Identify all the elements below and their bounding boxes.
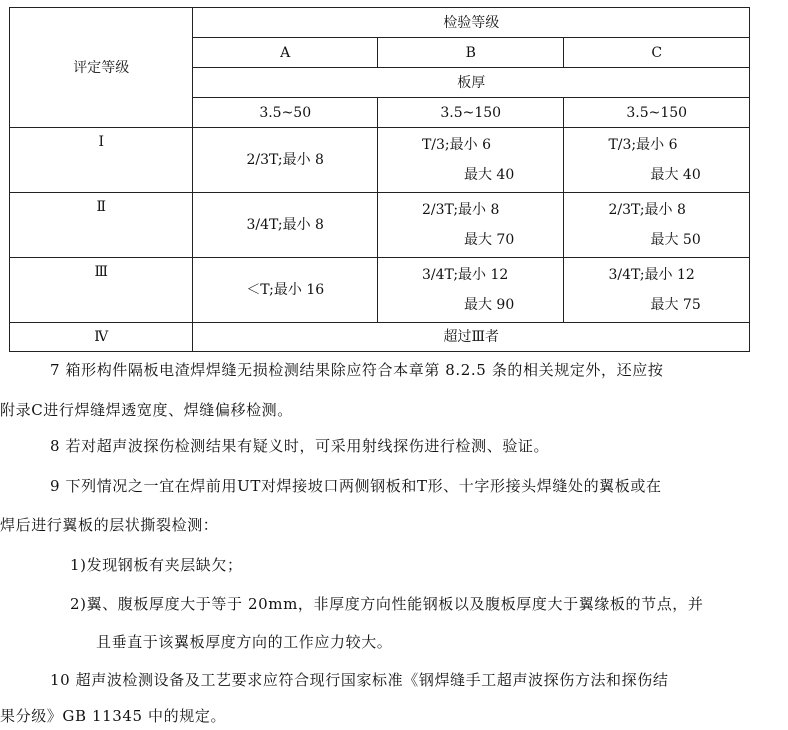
value-b-line1: 3/4T;最小 12 bbox=[421, 267, 509, 283]
value-b bbox=[377, 128, 564, 193]
paragraph-9-line2: 焊后进行翼板的层状撕裂检测： bbox=[0, 516, 219, 534]
list-item-2-line1: 2)翼、腹板厚度大于等于 20mm，非厚度方向性能钢板以及腹板厚度大于翼缘板的节点，并 bbox=[70, 595, 704, 613]
grade-column-header: 评定等级 bbox=[10, 8, 193, 128]
thickness-range-c: 3.5~150 bbox=[564, 98, 750, 128]
value-b bbox=[377, 193, 564, 258]
thickness-label: 板厚 bbox=[193, 68, 750, 98]
exceeds-text: 超过Ⅲ者 bbox=[193, 323, 750, 352]
value-c-line1: T/3;最小 6 bbox=[608, 137, 678, 153]
paragraph-7-line2: 附录C进行焊缝焊透宽度、焊缝偏移检测。 bbox=[0, 401, 293, 419]
value-c bbox=[564, 258, 750, 323]
grade-cell: Ⅲ bbox=[10, 258, 193, 323]
value-b-line2: 最大 90 bbox=[463, 297, 515, 313]
list-item-2-line2: 且垂直于该翼板厚度方向的工作应力较大。 bbox=[96, 633, 393, 651]
value-c-line2: 最大 40 bbox=[650, 167, 701, 183]
paragraph-10-line2: 果分级》GB 11345 中的规定。 bbox=[0, 707, 227, 725]
value-a: ＜T;最小 16 bbox=[193, 258, 377, 323]
table-row bbox=[10, 193, 750, 258]
grade-cell: Ⅱ bbox=[10, 193, 193, 258]
thickness-range-b: 3.5~150 bbox=[377, 98, 564, 128]
table-row bbox=[10, 128, 750, 193]
inspection-level-header: 检验等级 bbox=[193, 8, 750, 38]
value-b-line2: 最大 70 bbox=[463, 232, 515, 248]
grade-cell: Ⅳ bbox=[10, 323, 193, 352]
value-b bbox=[377, 258, 564, 323]
paragraph-10-line1: 10 超声波检测设备及工艺要求应符合现行国家标准《钢焊缝手工超声波探伤方法和探伤结 bbox=[50, 671, 669, 689]
grading-table bbox=[9, 7, 750, 352]
paragraph-9-line1: 9 下列情况之一宜在焊前用UT对焊接坡口两侧钢板和T形、十字形接头焊缝处的翼板或在 bbox=[50, 477, 662, 495]
level-b: B bbox=[377, 38, 564, 68]
value-c-line1: 2/3T;最小 8 bbox=[608, 202, 686, 218]
value-c-line2: 最大 75 bbox=[650, 297, 701, 313]
paragraph-8: 8 若对超声波探伤检测结果有疑义时，可采用射线探伤进行检测、验证。 bbox=[50, 437, 550, 455]
table-header-row bbox=[10, 8, 750, 38]
value-c bbox=[564, 128, 750, 193]
value-b-line1: T/3;最小 6 bbox=[421, 137, 492, 153]
value-b-line1: 2/3T;最小 8 bbox=[421, 202, 500, 218]
value-c-line2: 最大 50 bbox=[650, 232, 701, 248]
list-item-1: 1)发现钢板有夹层缺欠； bbox=[70, 556, 243, 574]
table-row bbox=[10, 258, 750, 323]
value-b-line2: 最大 40 bbox=[463, 167, 515, 183]
level-c: C bbox=[564, 38, 750, 68]
level-a: A bbox=[193, 38, 377, 68]
value-c-line1: 3/4T;最小 12 bbox=[608, 267, 695, 283]
table-row bbox=[10, 323, 750, 352]
thickness-range-a: 3.5~50 bbox=[193, 98, 377, 128]
paragraph-7-line1: 7 箱形构件隔板电渣焊焊缝无损检测结果除应符合本章第 8.2.5 条的相关规定外，还应按 bbox=[50, 361, 664, 379]
grade-cell: Ⅰ bbox=[10, 128, 193, 193]
value-a: 3/4T;最小 8 bbox=[193, 193, 377, 258]
value-a: 2/3T;最小 8 bbox=[193, 128, 377, 193]
value-c bbox=[564, 193, 750, 258]
